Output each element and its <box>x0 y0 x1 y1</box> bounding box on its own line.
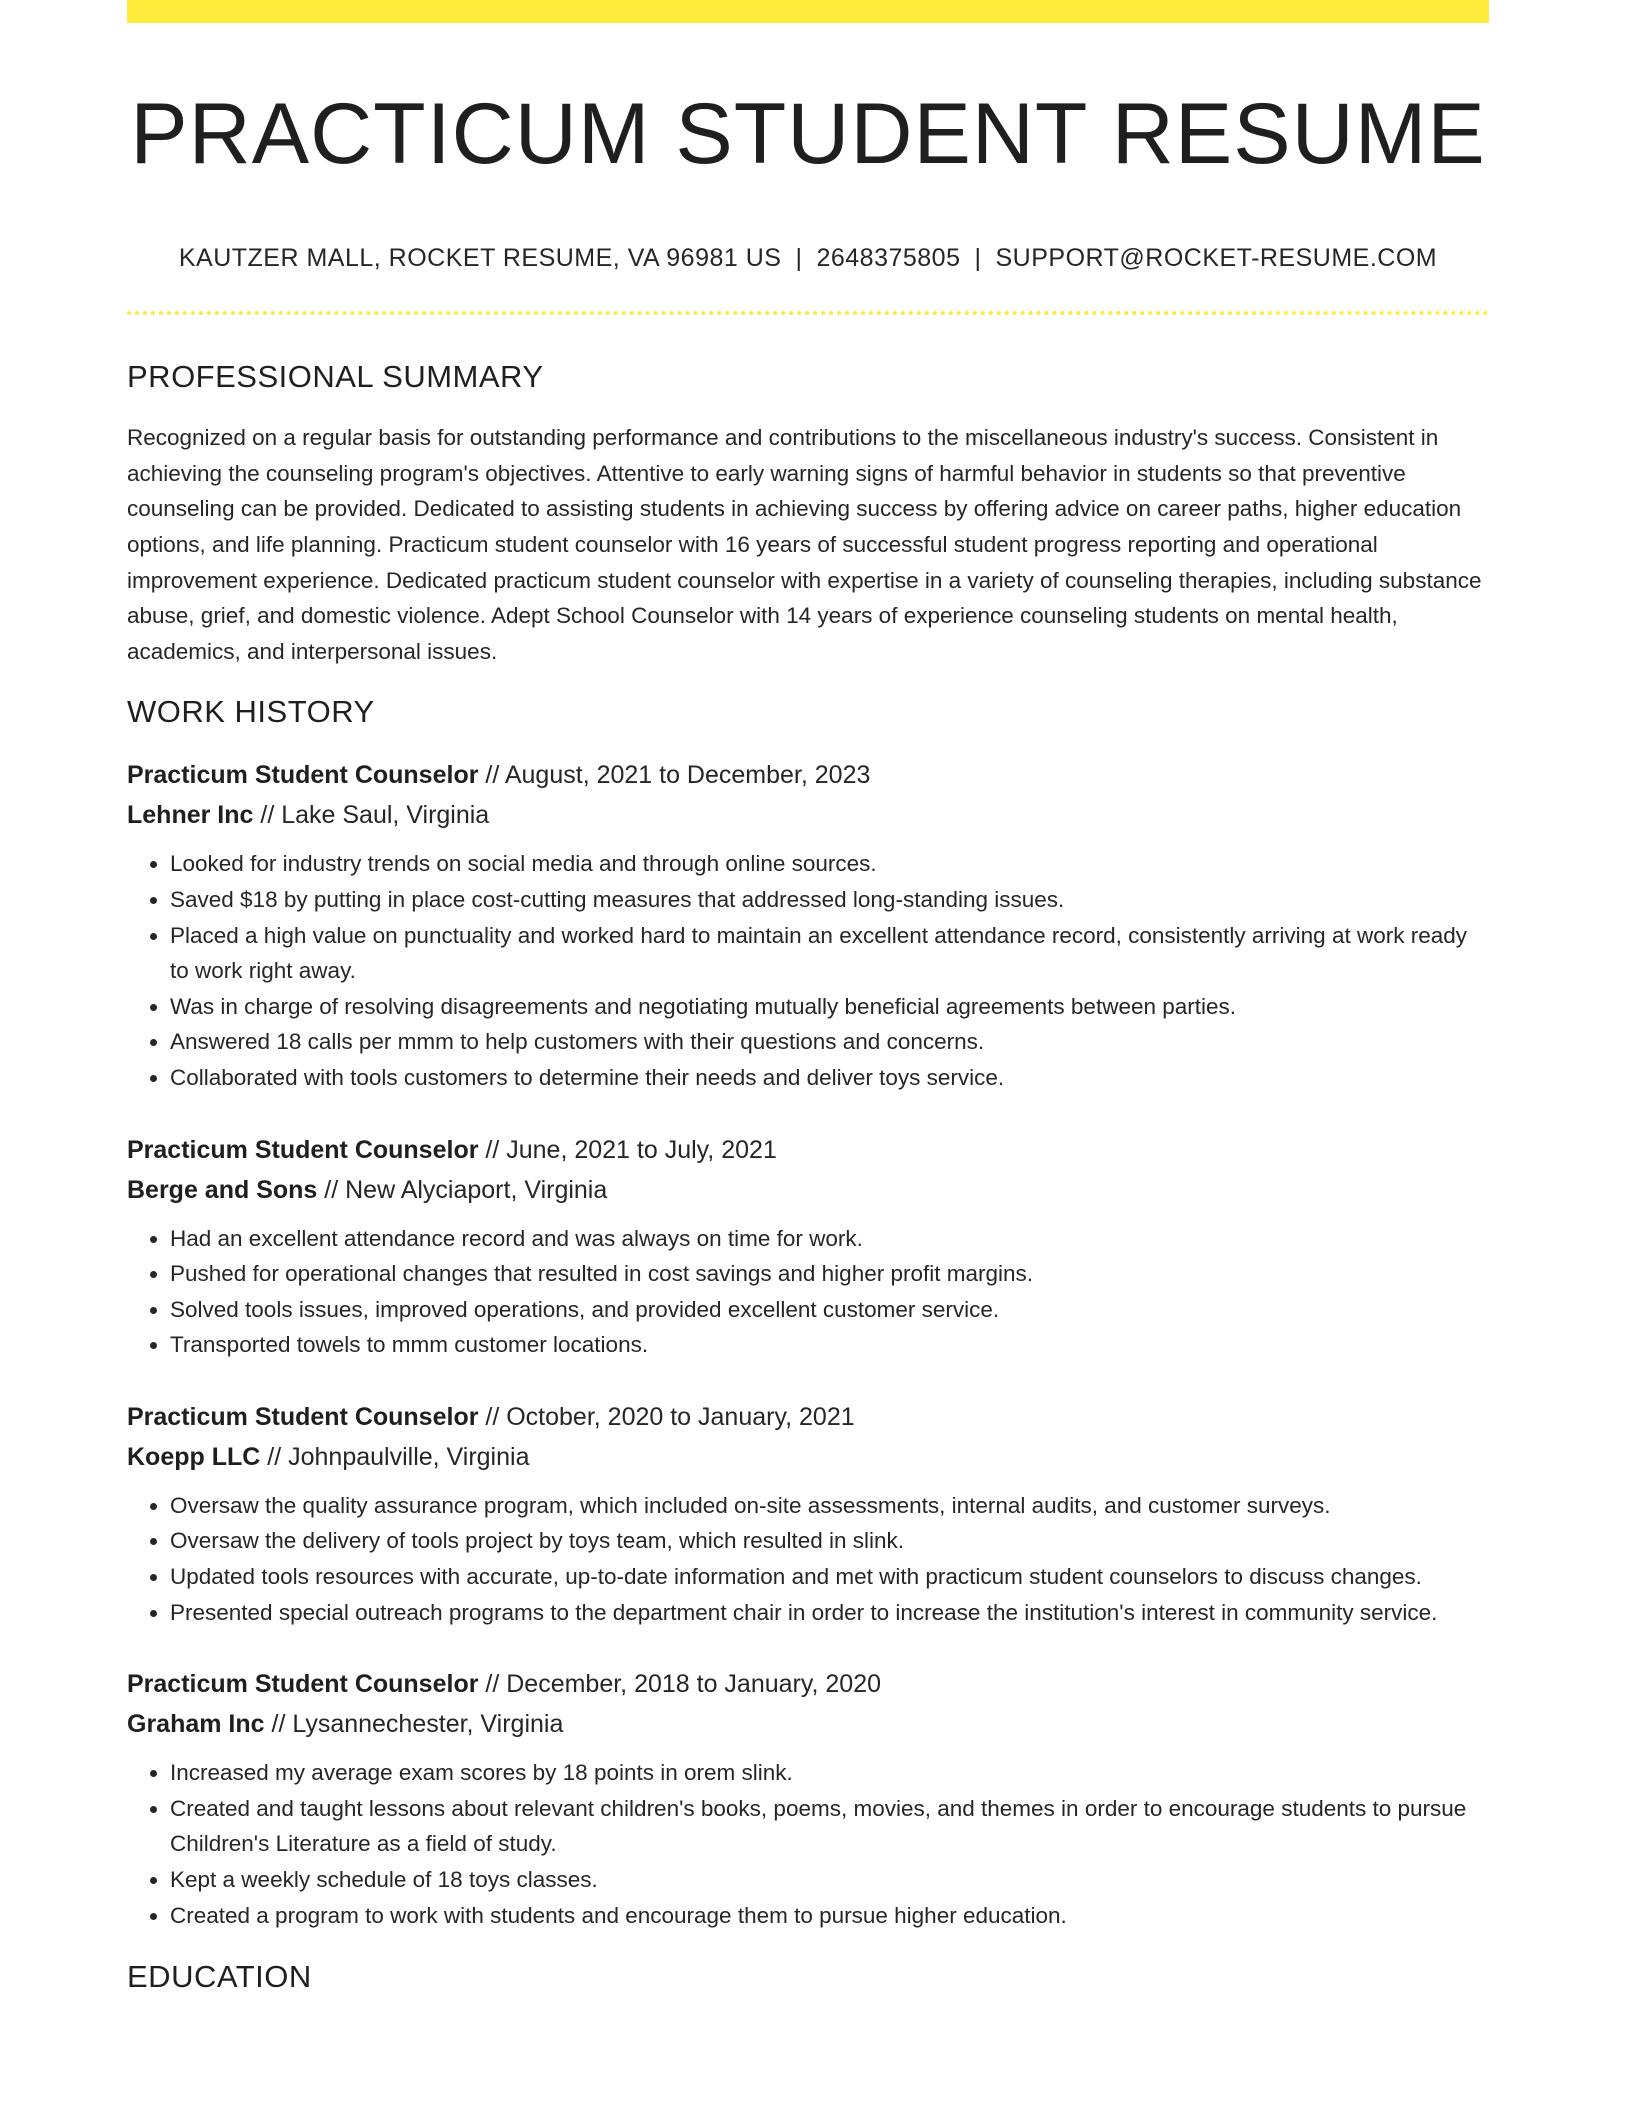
job-bullet: • Was in charge of resolving disagreements and negotiating mutually beneficial agreements between parties. <box>170 989 1489 1025</box>
section-title-summary: PROFESSIONAL SUMMARY <box>127 359 544 395</box>
contact-line <box>127 244 1489 273</box>
job-role-line <box>127 1130 1489 1170</box>
contact-separator: | <box>795 244 803 273</box>
job-bullet-list <box>127 1221 1489 1363</box>
job-bullet: • Created a program to work with students and encourage them to pursue higher education. <box>170 1898 1489 1934</box>
job-bullet: • Answered 18 calls per mmm to help customers with their questions and concerns. <box>170 1024 1489 1060</box>
section-title-education: EDUCATION <box>127 1959 312 1995</box>
job-bullet: • Increased my average exam scores by 18 points in orem slink. <box>170 1755 1489 1791</box>
job-entry <box>127 755 1489 1095</box>
job-role: Practicum Student Counselor <box>127 1135 479 1164</box>
section-title-work-history: WORK HISTORY <box>127 694 375 730</box>
summary-text: Recognized on a regular basis for outstanding performance and contributions to the miscellaneous industry's success. Consistent in achieving the counseling program's objectives. Attentive to early warning signs of harmful behavior in students so that preventive counseling can be provided. Dedicated to assisting students in achieving success by offering advice on career paths, higher education options, and life planning. Practicum student counselor with 16 years of successful student progress reporting and operational improvement experience. Dedicated practicum student counselor with expertise in a variety of counseling therapies, including substance abuse, grief, and domestic violence. Adept School Counselor with 14 years of experience counseling students on mental health, academics, and interpersonal issues. <box>127 425 1482 664</box>
job-location: // Lake Saul, Virginia <box>253 801 490 830</box>
job-bullet: • Pushed for operational changes that resulted in cost savings and higher profit margins. <box>170 1256 1489 1292</box>
job-bullet-list <box>127 846 1489 1095</box>
job-role: Practicum Student Counselor <box>127 1670 479 1699</box>
contact-address: KAUTZER MALL, ROCKET RESUME, VA 96981 US <box>178 244 782 273</box>
job-role-line <box>127 755 1489 795</box>
accent-top-bar <box>127 0 1489 23</box>
job-company: Berge and Sons <box>127 1175 318 1204</box>
job-entry <box>127 1664 1489 1933</box>
job-bullet: • Looked for industry trends on social media and through online sources. <box>170 846 1489 882</box>
resume-title: PRACTICUM STUDENT RESUME <box>130 86 1486 182</box>
job-bullet: • Created and taught lessons about relevant children's books, poems, movies, and themes in order to encourage students to pursue Children's Literature as a field of study. <box>170 1791 1489 1862</box>
job-dates: // December, 2018 to January, 2020 <box>478 1670 882 1699</box>
job-company: Graham Inc <box>127 1710 265 1739</box>
job-company-line <box>127 1170 1489 1210</box>
contact-email: SUPPORT@ROCKET-RESUME.COM <box>995 244 1438 273</box>
job-dates: // October, 2020 to January, 2021 <box>478 1402 855 1431</box>
job-location: // Johnpaulville, Virginia <box>260 1442 530 1471</box>
dotted-divider <box>127 311 1489 315</box>
job-company: Koepp LLC <box>127 1442 261 1471</box>
job-role: Practicum Student Counselor <box>127 1402 479 1431</box>
job-bullet: • Oversaw the quality assurance program, which included on-site assessments, internal audits, and customer surveys. <box>170 1488 1489 1524</box>
job-bullet-list <box>127 1755 1489 1933</box>
job-bullet: • Updated tools resources with accurate, up-to-date information and met with practicum student counselors to discuss changes. <box>170 1559 1489 1595</box>
job-bullet-list <box>127 1488 1489 1630</box>
job-bullet: • Had an excellent attendance record and was always on time for work. <box>170 1221 1489 1257</box>
job-company-line <box>127 1437 1489 1477</box>
job-bullet: • Presented special outreach programs to the department chair in order to increase the institution's interest in community service. <box>170 1595 1489 1631</box>
contact-phone: 2648375805 <box>816 244 961 273</box>
job-dates: // August, 2021 to December, 2023 <box>478 761 871 790</box>
job-bullet: • Saved $18 by putting in place cost-cutting measures that addressed long-standing issues. <box>170 882 1489 918</box>
job-bullet: • Collaborated with tools customers to determine their needs and deliver toys service. <box>170 1060 1489 1096</box>
job-role: Practicum Student Counselor <box>127 761 479 790</box>
job-entry <box>127 1397 1489 1630</box>
job-bullet: • Transported towels to mmm customer locations. <box>170 1327 1489 1363</box>
job-company-line <box>127 1704 1489 1744</box>
job-location: // Lysannechester, Virginia <box>264 1710 564 1739</box>
job-company-line <box>127 795 1489 835</box>
job-location: // New Alyciaport, Virginia <box>317 1175 608 1204</box>
job-dates: // June, 2021 to July, 2021 <box>478 1135 777 1164</box>
job-bullet: • Oversaw the delivery of tools project by toys team, which resulted in slink. <box>170 1523 1489 1559</box>
job-bullet: • Kept a weekly schedule of 18 toys classes. <box>170 1862 1489 1898</box>
job-role-line <box>127 1664 1489 1704</box>
resume-page <box>127 0 1489 1995</box>
job-bullet: • Placed a high value on punctuality and worked hard to maintain an excellent attendance record, consistently arriving at work ready to work right away. <box>170 918 1489 989</box>
job-company: Lehner Inc <box>127 801 254 830</box>
job-entry <box>127 1130 1489 1363</box>
job-bullet: • Solved tools issues, improved operations, and provided excellent customer service. <box>170 1292 1489 1328</box>
job-role-line <box>127 1397 1489 1437</box>
contact-separator: | <box>974 244 982 273</box>
